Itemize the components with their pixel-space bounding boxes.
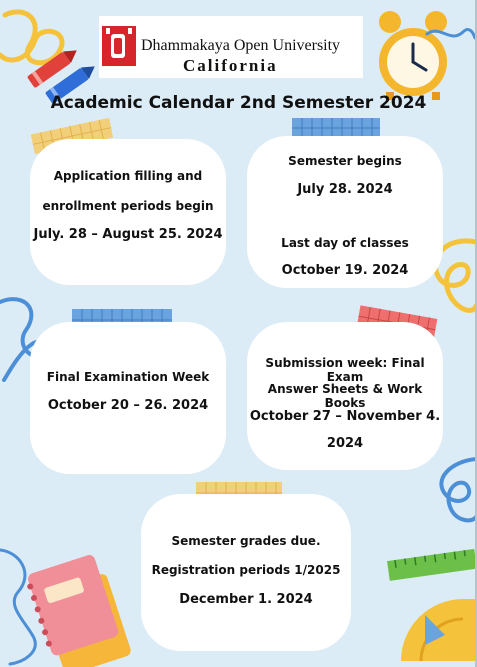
grades-line-3: December 1. 2024 [179, 592, 313, 607]
card-final-exam-week [30, 322, 226, 474]
semester-begins-date: July 28. 2024 [297, 182, 393, 197]
application-dates: July. 28 – August 25. 2024 [33, 227, 223, 242]
submission-line-2: Answer Sheets & Work Books [267, 382, 423, 410]
submission-line-1: Submission week: Final Exam [265, 356, 425, 384]
semester-begins-label: Semester begins [288, 154, 402, 168]
card-semester-dates [247, 136, 443, 288]
grades-line-1: Semester grades due. [171, 534, 321, 548]
page-title: Academic Calendar 2nd Semester 2024 [50, 93, 427, 113]
last-day-date: October 19. 2024 [281, 263, 409, 278]
application-line-1: Application filling and [53, 169, 203, 183]
blue-swirl-bottom-right [412, 455, 477, 525]
application-line-2: enrollment periods begin [42, 199, 214, 213]
final-exam-label: Final Examination Week [46, 370, 210, 384]
university-logo-icon [102, 26, 136, 66]
logo-header [99, 16, 363, 78]
notebooks-icon [26, 520, 136, 667]
campus-name: California [183, 56, 278, 75]
card-grades-due [141, 494, 351, 651]
submission-line-4: 2024 [326, 436, 364, 451]
final-exam-date: October 20 – 26. 2024 [47, 398, 209, 413]
grades-line-2: Registration periods 1/2025 [151, 563, 341, 577]
card-application-period [30, 139, 226, 285]
last-day-label: Last day of classes [281, 236, 409, 250]
blue-scribble-top-right [425, 20, 477, 50]
university-name: Dhammakaya Open University [141, 37, 341, 54]
submission-line-3: October 27 – November 4. [249, 409, 441, 424]
card-submission-week [247, 322, 443, 470]
protractor-icon [395, 575, 477, 667]
